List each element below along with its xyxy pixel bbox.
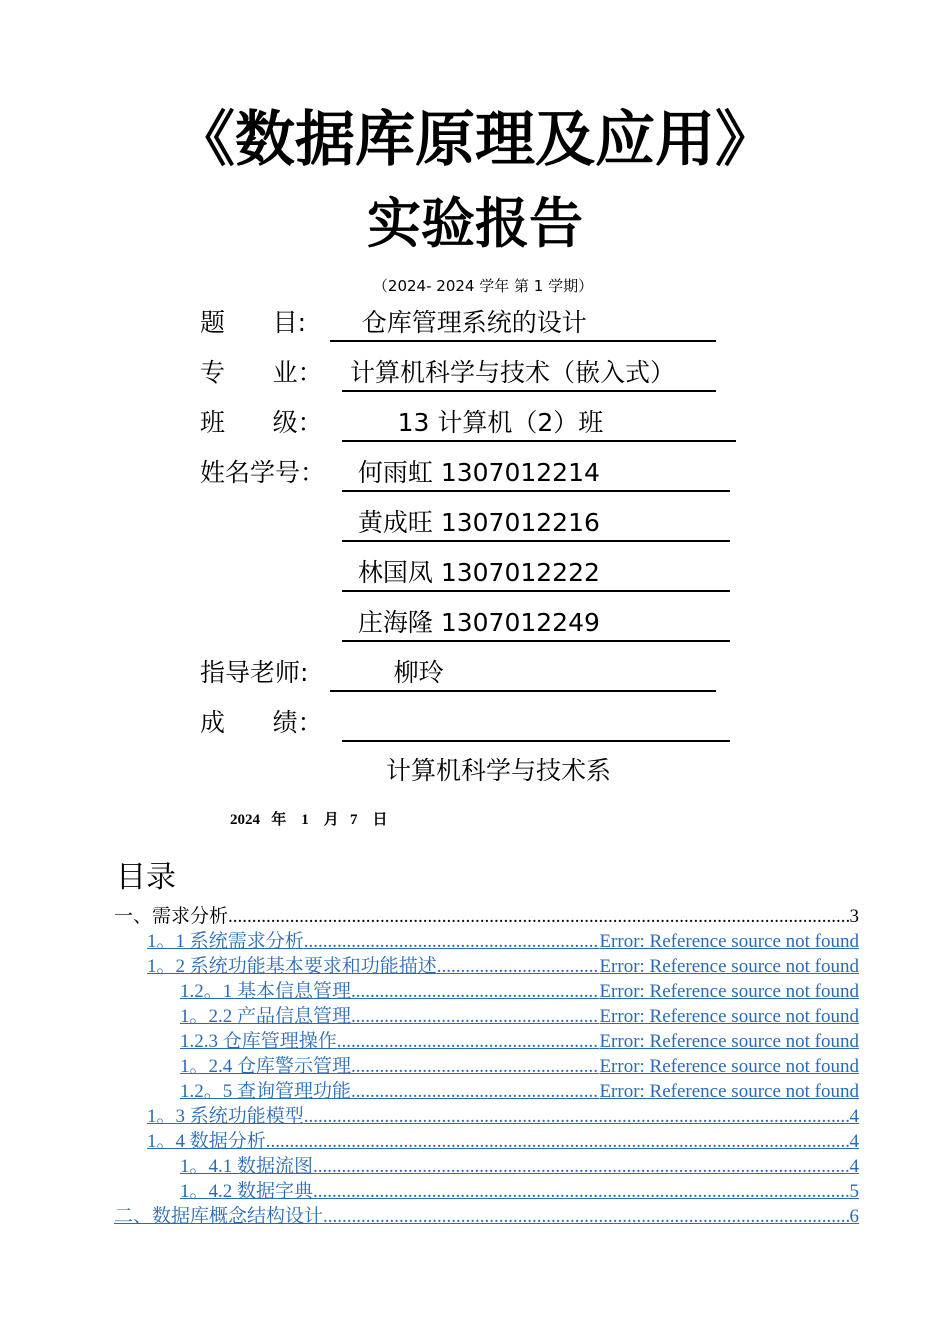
- toc-entry-page: Error: Reference source not found: [599, 1031, 859, 1052]
- toc-entry-text: 1。4.1 数据流图: [180, 1156, 314, 1177]
- major-label: 专 业：: [200, 358, 323, 387]
- toc-entry[interactable]: [180, 1179, 859, 1204]
- toc-entry[interactable]: [180, 1004, 859, 1029]
- toc-entry-page: 4: [849, 1131, 859, 1152]
- toc-entry-text: 1。2.4 仓库警示管理: [180, 1056, 352, 1077]
- toc-entry-text: 1。3 系统功能模型: [147, 1106, 304, 1127]
- grade-label: 成 绩：: [200, 708, 323, 737]
- toc-entry-text: 1。1 系统需求分析: [147, 931, 304, 952]
- toc-leader-dots: [313, 1154, 849, 1179]
- toc-entry-page: 4: [849, 1106, 859, 1127]
- toc-leader-dots: [351, 1004, 599, 1029]
- toc-leader-dots: [304, 1104, 850, 1129]
- toc-entry-page: Error: Reference source not found: [599, 981, 859, 1002]
- toc-leader-dots: [304, 929, 600, 954]
- department-name: 计算机科学与技术系: [386, 756, 612, 785]
- advisor-label: 指导老师:: [200, 658, 309, 687]
- class-label: 班 级：: [200, 408, 323, 437]
- toc-entry-page: Error: Reference source not found: [599, 931, 859, 952]
- toc-leader-dots: [323, 1204, 849, 1229]
- toc-entry-page: 3: [849, 906, 859, 927]
- toc-entry-text: 1。2.2 产品信息管理: [180, 1006, 352, 1027]
- toc-entry-text: 二、数据库概念结构设计: [114, 1206, 324, 1227]
- toc-leader-dots: [351, 1079, 599, 1104]
- toc-entry-page: 4: [849, 1156, 859, 1177]
- toc-entry-page: Error: Reference source not found: [599, 1081, 859, 1102]
- toc-entry[interactable]: [180, 1029, 859, 1054]
- toc-entry-page: Error: Reference source not found: [599, 956, 859, 977]
- toc-entry[interactable]: [180, 1154, 859, 1179]
- toc-entry[interactable]: [147, 1104, 859, 1129]
- toc-leader-dots: [266, 1129, 850, 1154]
- toc-entry[interactable]: [147, 1129, 859, 1154]
- toc-entry[interactable]: [147, 929, 859, 954]
- advisor-value: 柳玲: [330, 656, 716, 692]
- toc-entry-page: 6: [849, 1206, 859, 1227]
- toc-leader-dots: [313, 1179, 849, 1204]
- toc-entry[interactable]: [180, 1054, 859, 1079]
- toc-leader-dots: [351, 979, 599, 1004]
- toc-entry-text: 一、需求分析: [114, 906, 229, 927]
- toc-entry-text: 1。2 系统功能基本要求和功能描述: [147, 956, 437, 977]
- grade-value: [342, 706, 730, 742]
- class-value: 13 计算机（2）班: [342, 406, 736, 442]
- title-line-2: 实验报告: [367, 192, 583, 255]
- toc-entry[interactable]: [114, 1204, 859, 1229]
- topic-label: 题 目:: [200, 308, 307, 337]
- toc-entry[interactable]: [147, 954, 859, 979]
- title-line-1: 《数据库原理及应用》: [175, 105, 775, 175]
- toc-leader-dots: [337, 1029, 600, 1054]
- toc-leader-dots: [228, 904, 849, 929]
- toc-leader-dots: [437, 954, 600, 979]
- toc-leader-dots: [351, 1054, 599, 1079]
- student-entry: 何雨虹 1307012214: [342, 456, 730, 492]
- report-date: 2024 年 1 月 7 日: [230, 812, 388, 828]
- toc-entry-text: 1.2。1 基本信息管理: [180, 981, 352, 1002]
- toc-entry-text: 1。4.2 数据字典: [180, 1181, 314, 1202]
- toc-entry-text: 1.2。5 查询管理功能: [180, 1081, 352, 1102]
- student-entry: 黄成旺 1307012216: [342, 506, 730, 542]
- name-id-label: 姓名学号：: [200, 458, 326, 487]
- major-value: 计算机科学与技术（嵌入式）: [342, 356, 716, 392]
- toc-entry[interactable]: [114, 904, 859, 929]
- toc-entry-page: Error: Reference source not found: [599, 1056, 859, 1077]
- toc-entry-page: Error: Reference source not found: [599, 1006, 859, 1027]
- toc-entry[interactable]: [180, 979, 859, 1004]
- toc-entry-page: 5: [849, 1181, 859, 1202]
- toc-entry-text: 1.2.3 仓库管理操作: [180, 1031, 337, 1052]
- toc-entry-text: 1。4 数据分析: [147, 1131, 266, 1152]
- topic-value: 仓库管理系统的设计: [330, 306, 716, 342]
- academic-term: （2024- 2024 学年 第 1 学期）: [372, 277, 594, 295]
- toc-entry[interactable]: [180, 1079, 859, 1104]
- toc-title: 目录: [116, 860, 176, 895]
- student-entry: 庄海隆 1307012249: [342, 606, 730, 642]
- student-entry: 林国凤 1307012222: [342, 556, 730, 592]
